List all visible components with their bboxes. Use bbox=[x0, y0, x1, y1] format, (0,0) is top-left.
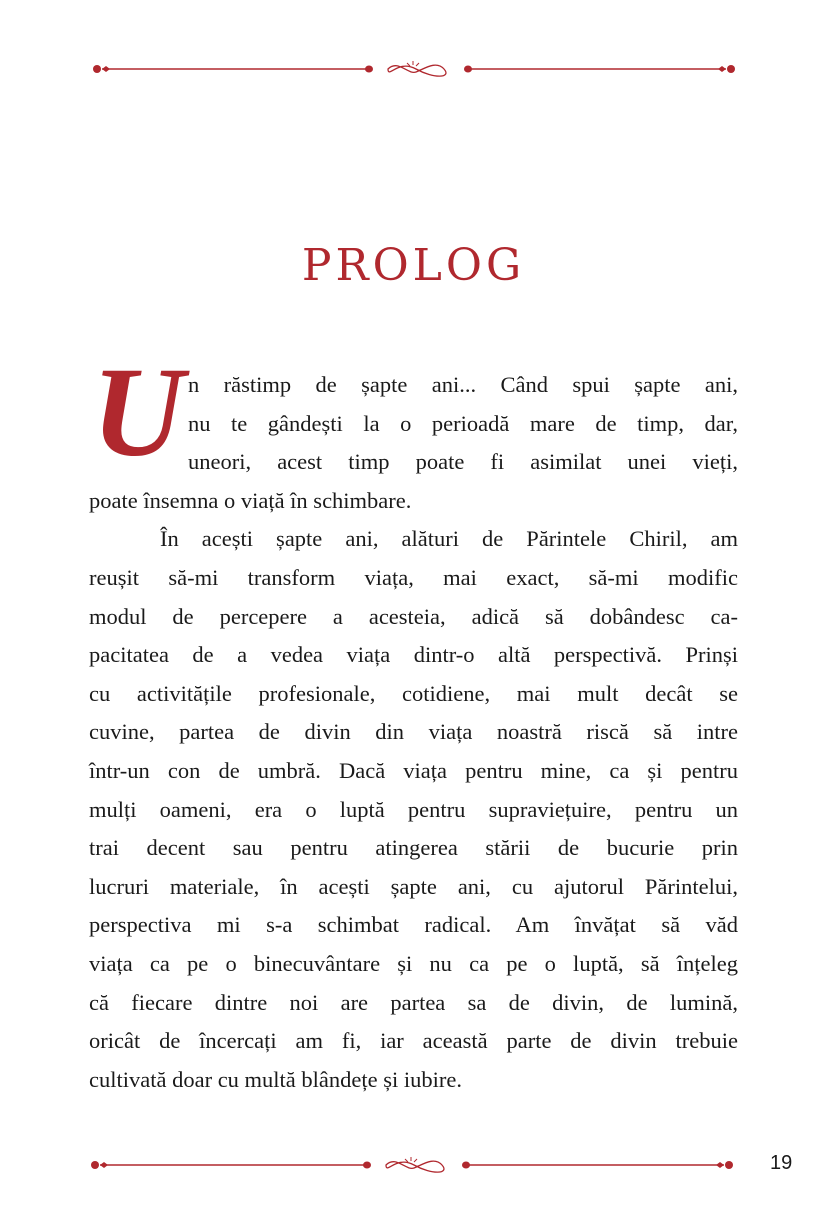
text-line: cuvine, partea de divin din viața noastră riscă să intre bbox=[89, 719, 738, 745]
text-line: că fiecare dintre noi are partea sa de divin, de lumină, bbox=[89, 989, 738, 1015]
text-line: mulți oameni, era o luptă pentru supraviețuire, pentru un bbox=[89, 796, 738, 822]
top-ornament-divider-icon bbox=[88, 59, 740, 79]
text-line: cu activitățile profesionale, cotidiene, mai mult decât se bbox=[89, 680, 738, 706]
page-number: 19 bbox=[770, 1152, 793, 1174]
text-line: n răstimp de șapte ani... Când spui șapte ani, bbox=[188, 372, 738, 397]
text-line: oricât de încercați am fi, iar această parte de divin trebuie bbox=[89, 1028, 738, 1054]
text-line: În acești șapte ani, alături de Părintele Chiril, am bbox=[160, 526, 738, 552]
text-line: viața ca pe o binecuvântare și nu ca pe o luptă, să înțeleg bbox=[89, 950, 738, 976]
bottom-ornament-divider-icon bbox=[86, 1155, 738, 1175]
text-line: nu te gândești la o perioadă mare de timp, dar, bbox=[188, 410, 738, 436]
drop-cap: U bbox=[91, 341, 185, 483]
text-line: lucruri materiale, în acești șapte ani, cu ajutorul Părintelui, bbox=[89, 873, 738, 899]
text-line: perspectiva mi s-a schimbat radical. Am învățat să văd bbox=[89, 912, 738, 938]
text-line: pacitatea de a vedea viața dintr-o altă perspectivă. Prinși bbox=[89, 642, 738, 668]
page-title: PROLOG bbox=[301, 240, 526, 291]
paragraph-1 bbox=[89, 366, 738, 520]
text-line: poate însemna o viață în schimbare. bbox=[89, 487, 412, 513]
text-line: într-un con de umbră. Dacă viața pentru mine, ca și pentru bbox=[89, 757, 738, 783]
text-line: uneori, acest timp poate fi asimilat unei vieți, bbox=[188, 449, 738, 475]
paragraph-2 bbox=[89, 520, 738, 1099]
text-line: cultivată doar cu multă blândețe și iubire. bbox=[89, 1066, 462, 1092]
body-text bbox=[89, 366, 738, 1099]
text-line: reușit să-mi transform viața, mai exact, să-mi modific bbox=[89, 564, 738, 590]
text-line: trai decent sau pentru atingerea stării de bucurie prin bbox=[89, 835, 738, 861]
text-line: modul de percepere a acesteia, adică să dobândesc ca- bbox=[89, 603, 738, 629]
